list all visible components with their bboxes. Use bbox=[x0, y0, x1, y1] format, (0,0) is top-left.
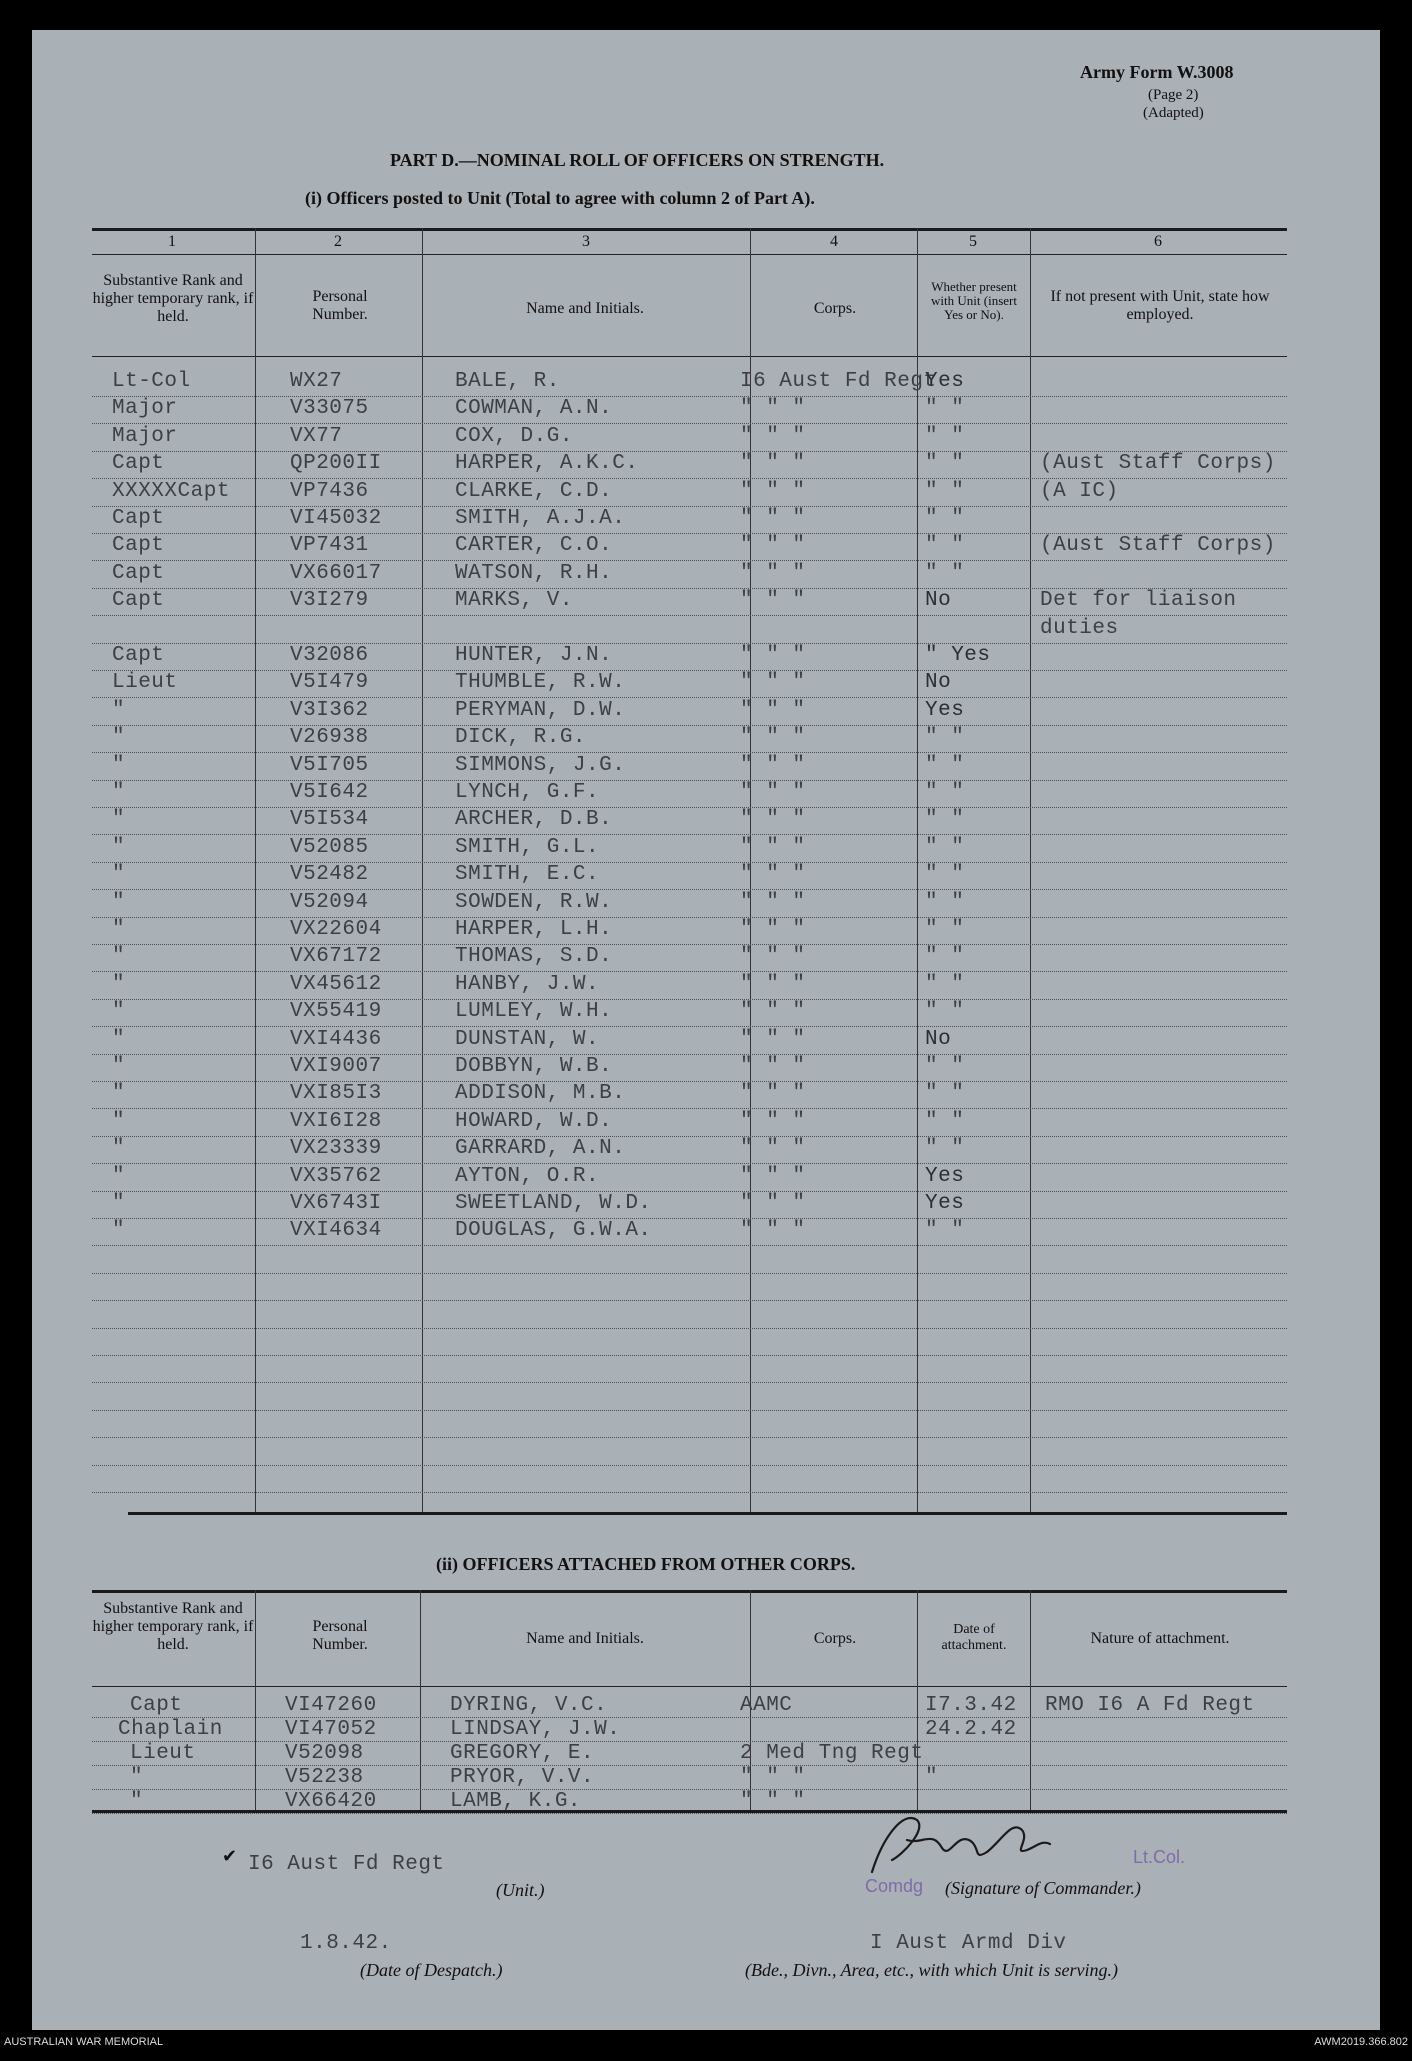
cell-corps: " " " bbox=[740, 1164, 806, 1188]
cell-rank: " bbox=[112, 781, 126, 804]
dotted-rule bbox=[92, 807, 1287, 808]
cell-rank: " bbox=[130, 1790, 144, 1813]
form-page-number: (Page 2) bbox=[1148, 87, 1199, 103]
dotted-rule bbox=[92, 1108, 1287, 1109]
commander-signature bbox=[862, 1800, 1122, 1880]
dotted-rule bbox=[92, 1136, 1287, 1137]
cell-rank: Major bbox=[112, 424, 178, 448]
cell-employed: Det for liaison bbox=[1040, 589, 1237, 613]
cell-corps: " " " bbox=[740, 1766, 806, 1789]
col-divider bbox=[422, 228, 423, 1512]
cell-employed: (A IC) bbox=[1040, 479, 1119, 503]
cell-nature: RMO I6 A Fd Regt bbox=[1045, 1694, 1255, 1717]
cell-corps: " " " bbox=[740, 835, 806, 859]
dotted-rule bbox=[92, 1081, 1287, 1082]
cell-rank: Capt bbox=[112, 589, 165, 613]
col-divider bbox=[420, 1590, 421, 1810]
cell-corps: " " " bbox=[740, 863, 806, 887]
cell-name: GARRARD, A.N. bbox=[455, 1137, 626, 1161]
dotted-rule bbox=[92, 423, 1287, 424]
cell-number: QP200II bbox=[290, 452, 382, 476]
cell-number: V33075 bbox=[290, 397, 369, 421]
cell-name: PERYMAN, D.W. bbox=[455, 698, 626, 722]
cell-present: " " bbox=[925, 561, 965, 585]
cell-rank: Capt bbox=[112, 644, 165, 667]
cell-number: V3I279 bbox=[290, 589, 369, 613]
cell-name: SOWDEN, R.W. bbox=[455, 890, 613, 914]
cell-corps: " " " bbox=[740, 397, 806, 421]
dotted-rule bbox=[92, 1218, 1287, 1219]
archive-left: AUSTRALIAN WAR MEMORIAL bbox=[4, 2036, 164, 2048]
dotted-rule bbox=[92, 1717, 1287, 1718]
cell-corps: 2 Med Tng Regt bbox=[740, 1742, 924, 1765]
col-divider bbox=[1030, 1590, 1031, 1810]
cell-corps: " " " bbox=[740, 808, 806, 832]
cell-number: V52085 bbox=[290, 835, 369, 859]
dotted-rule bbox=[92, 560, 1287, 561]
cell-name: LINDSAY, J.W. bbox=[450, 1718, 621, 1741]
cell-rank: Chaplain bbox=[118, 1718, 223, 1741]
dotted-rule bbox=[92, 1054, 1287, 1055]
col-header-corps: Corps. bbox=[813, 1630, 857, 1647]
col-header-name: Name and Initials. bbox=[526, 1630, 644, 1647]
col-header-number: Personal Number. bbox=[312, 1618, 368, 1653]
header-bottom-rule bbox=[92, 356, 1287, 357]
cell-rank: Capt bbox=[112, 507, 165, 530]
cell-number: VX6743I bbox=[290, 1192, 382, 1215]
cell-number: V5I642 bbox=[290, 781, 369, 804]
dotted-rule bbox=[92, 506, 1287, 507]
cell-employed: (Aust Staff Corps) bbox=[1040, 452, 1276, 476]
cell-employed: (Aust Staff Corps) bbox=[1040, 534, 1276, 558]
cell-name: GREGORY, E. bbox=[450, 1742, 595, 1765]
cell-rank: " bbox=[112, 863, 126, 887]
cell-corps: " " " bbox=[740, 1219, 806, 1243]
col-header-present: Whether present with Unit (insert Yes or No). bbox=[931, 279, 1017, 322]
cell-present: No bbox=[925, 589, 952, 613]
cell-present: Yes bbox=[925, 698, 965, 722]
cell-present: " " bbox=[925, 534, 965, 558]
cell-number: VI47052 bbox=[285, 1718, 377, 1741]
cell-corps: " " " bbox=[740, 726, 806, 750]
dotted-rule bbox=[92, 1355, 1287, 1356]
cell-corps: " " " bbox=[740, 561, 806, 585]
tick-mark: ✔ bbox=[222, 1846, 238, 1866]
cell-present: Yes bbox=[925, 1192, 965, 1215]
unit-value: I6 Aust Fd Regt bbox=[248, 1853, 445, 1876]
cell-corps: I6 Aust Fd Regt bbox=[740, 370, 937, 393]
dotted-rule bbox=[92, 780, 1287, 781]
dotted-rule bbox=[92, 1026, 1287, 1027]
dotted-rule bbox=[92, 1191, 1287, 1192]
cell-name: THOMAS, S.D. bbox=[455, 945, 613, 969]
cell-rank: " bbox=[112, 1027, 126, 1051]
dotted-rule bbox=[92, 1382, 1287, 1383]
dotted-rule bbox=[92, 1300, 1287, 1301]
cell-number: VP7436 bbox=[290, 479, 369, 503]
cell-number: VX77 bbox=[290, 424, 343, 448]
col-number: 6 bbox=[1154, 233, 1162, 250]
cell-corps: " " " bbox=[740, 452, 806, 476]
cell-number: VX66017 bbox=[290, 561, 382, 585]
dotted-rule bbox=[92, 1328, 1287, 1329]
cell-date: 24.2.42 bbox=[925, 1718, 1017, 1741]
cell-corps: " " " bbox=[740, 671, 806, 695]
cell-name: THUMBLE, R.W. bbox=[455, 671, 626, 695]
cell-present: Yes bbox=[925, 370, 965, 393]
dotted-rule bbox=[92, 752, 1287, 753]
cell-present: " " bbox=[925, 945, 965, 969]
dotted-rule bbox=[92, 670, 1287, 671]
cell-number: V52238 bbox=[285, 1766, 364, 1789]
cell-rank: " bbox=[112, 1055, 126, 1078]
cell-present: " " bbox=[925, 1055, 965, 1078]
cell-name: DYRING, V.C. bbox=[450, 1694, 608, 1717]
dotted-rule bbox=[92, 834, 1287, 835]
cell-number: V3I362 bbox=[290, 698, 369, 722]
cell-present: No bbox=[925, 671, 952, 695]
cell-name: HARPER, A.K.C. bbox=[455, 452, 639, 476]
cell-number: V52482 bbox=[290, 863, 369, 887]
cell-present: " " bbox=[925, 1082, 965, 1106]
dotted-rule bbox=[92, 1437, 1287, 1438]
cell-corps: " " " bbox=[740, 890, 806, 914]
cell-name: CARTER, C.O. bbox=[455, 534, 613, 558]
cell-rank: " bbox=[112, 918, 126, 941]
cell-name: SWEETLAND, W.D. bbox=[455, 1192, 652, 1215]
dotted-rule bbox=[92, 1741, 1287, 1742]
cell-present: " Yes bbox=[925, 644, 991, 667]
cell-corps: " " " bbox=[740, 1055, 806, 1078]
cell-number: VXI4634 bbox=[290, 1219, 382, 1243]
cell-present: " " bbox=[925, 726, 965, 750]
cell-name: ADDISON, M.B. bbox=[455, 1082, 626, 1106]
cell-present: " " bbox=[925, 835, 965, 859]
cell-rank: " bbox=[112, 1164, 126, 1188]
cell-name: SMITH, E.C. bbox=[455, 863, 600, 887]
cell-number: VXI6I28 bbox=[290, 1109, 382, 1133]
cell-present: Yes bbox=[925, 1164, 965, 1188]
col-divider bbox=[1030, 228, 1031, 1512]
cell-name: MARKS, V. bbox=[455, 589, 573, 613]
cell-rank: " bbox=[112, 1192, 126, 1215]
cell-present: " " bbox=[925, 1109, 965, 1133]
bde-caption: (Bde., Divn., Area, etc., with which Unit is serving.) bbox=[745, 1960, 1118, 1980]
dotted-rule bbox=[92, 697, 1287, 698]
cell-name: COWMAN, A.N. bbox=[455, 397, 613, 421]
bde-value: I Aust Armd Div bbox=[870, 1932, 1067, 1955]
cell-corps: " " " bbox=[740, 781, 806, 804]
cell-rank: " bbox=[130, 1766, 144, 1789]
cell-corps: " " " bbox=[740, 1109, 806, 1133]
cell-corps: " " " bbox=[740, 507, 806, 530]
dotted-rule bbox=[92, 396, 1287, 397]
cell-corps: " " " bbox=[740, 1137, 806, 1161]
cell-rank: " bbox=[112, 1000, 126, 1024]
cell-present: " " bbox=[925, 1137, 965, 1161]
form-page bbox=[32, 30, 1380, 2030]
archive-strip bbox=[0, 2030, 1412, 2061]
cell-present: " " bbox=[925, 397, 965, 421]
col-header-employed: If not present with Unit, state how employed. bbox=[1050, 288, 1270, 323]
table-bottom-rule bbox=[128, 1512, 1287, 1515]
dotted-rule bbox=[92, 725, 1287, 726]
dotted-rule bbox=[92, 917, 1287, 918]
cell-name: HANBY, J.W. bbox=[455, 972, 600, 996]
cell-present: " " bbox=[925, 890, 965, 914]
dotted-rule bbox=[92, 1789, 1287, 1790]
cell-name: DOBBYN, W.B. bbox=[455, 1055, 613, 1078]
cell-number: VX35762 bbox=[290, 1164, 382, 1188]
table-ii-top-rule bbox=[92, 1590, 1287, 1593]
dotted-rule bbox=[92, 944, 1287, 945]
archive-right: AWM2019.366.802 bbox=[1314, 2036, 1408, 2048]
cell-present: " " bbox=[925, 918, 965, 941]
cell-corps: " " " bbox=[740, 1082, 806, 1106]
dotted-rule bbox=[92, 1245, 1287, 1246]
cell-rank: " bbox=[112, 972, 126, 996]
cell-corps: " " " bbox=[740, 479, 806, 503]
cell-name: LYNCH, G.F. bbox=[455, 781, 600, 804]
cell-name: COX, D.G. bbox=[455, 424, 573, 448]
cell-name: BALE, R. bbox=[455, 370, 560, 393]
cell-rank: " bbox=[112, 753, 126, 777]
cell-number: V32086 bbox=[290, 644, 369, 667]
col-number: 2 bbox=[334, 233, 342, 250]
cell-rank: " bbox=[112, 726, 126, 750]
cell-number: V26938 bbox=[290, 726, 369, 750]
cell-name: AYTON, O.R. bbox=[455, 1164, 600, 1188]
cell-number: VI45032 bbox=[290, 507, 382, 530]
cell-rank: Lieut bbox=[130, 1742, 196, 1765]
cell-name: SMITH, A.J.A. bbox=[455, 507, 626, 530]
cell-rank: " bbox=[112, 945, 126, 969]
cell-number: V52098 bbox=[285, 1742, 364, 1765]
cell-number: VX66420 bbox=[285, 1790, 377, 1813]
dotted-rule bbox=[92, 889, 1287, 890]
cell-corps: " " " bbox=[740, 972, 806, 996]
cell-corps: " " " bbox=[740, 534, 806, 558]
cell-rank: " bbox=[112, 808, 126, 832]
col-header-number: Personal Number. bbox=[312, 288, 368, 323]
dotted-rule bbox=[92, 862, 1287, 863]
col-divider bbox=[917, 1590, 918, 1810]
dotted-rule bbox=[92, 971, 1287, 972]
signature-caption: (Signature of Commander.) bbox=[945, 1878, 1141, 1898]
cell-number: VXI85I3 bbox=[290, 1082, 382, 1106]
cell-number: VX45612 bbox=[290, 972, 382, 996]
col-header-date: Date of attachment. bbox=[941, 1622, 1007, 1653]
cell-corps: " " " bbox=[740, 1027, 806, 1051]
cell-corps: " " " bbox=[740, 644, 806, 667]
col-header-corps: Corps. bbox=[813, 300, 857, 317]
cell-corps: " " " bbox=[740, 424, 806, 448]
cell-name: LUMLEY, W.H. bbox=[455, 1000, 613, 1024]
col-header-nature: Nature of attachment. bbox=[1090, 1630, 1230, 1647]
part-d-subheading: (i) Officers posted to Unit (Total to agree with column 2 of Part A). bbox=[305, 188, 815, 208]
cell-present: " " bbox=[925, 1219, 965, 1243]
cell-number: V5I479 bbox=[290, 671, 369, 695]
form-adapted: (Adapted) bbox=[1143, 105, 1204, 121]
part-ii-heading: (ii) OFFICERS ATTACHED FROM OTHER CORPS. bbox=[436, 1554, 856, 1574]
cell-number: VP7431 bbox=[290, 534, 369, 558]
cell-number: VX22604 bbox=[290, 918, 382, 941]
cell-present: " " bbox=[925, 1000, 965, 1024]
cell-present: " " bbox=[925, 753, 965, 777]
cell-rank: " bbox=[112, 835, 126, 859]
cell-corps: " " " bbox=[740, 1790, 806, 1813]
cell-name: PRYOR, V.V. bbox=[450, 1766, 595, 1789]
col-number: 4 bbox=[830, 233, 838, 250]
cell-rank: " bbox=[112, 1219, 126, 1243]
cell-date: " bbox=[925, 1766, 939, 1789]
cell-rank: " bbox=[112, 698, 126, 722]
cell-number: VX55419 bbox=[290, 1000, 382, 1024]
cell-rank: Lieut bbox=[112, 671, 178, 695]
despatch-date-value: 1.8.42. bbox=[300, 1932, 392, 1955]
col-number: 5 bbox=[969, 233, 977, 250]
cell-rank: Capt bbox=[112, 561, 165, 585]
cell-rank: Lt-Col bbox=[112, 370, 191, 393]
unit-caption: (Unit.) bbox=[496, 1880, 545, 1900]
dotted-rule bbox=[92, 1273, 1287, 1274]
cell-present: " " bbox=[925, 479, 965, 503]
cell-name: SMITH, G.L. bbox=[455, 835, 600, 859]
col-header-name: Name and Initials. bbox=[526, 300, 644, 317]
cell-rank: " bbox=[112, 1137, 126, 1161]
cell-name: SIMMONS, J.G. bbox=[455, 753, 626, 777]
dotted-rule bbox=[92, 999, 1287, 1000]
cell-number: VX67172 bbox=[290, 945, 382, 969]
cell-corps: " " " bbox=[740, 698, 806, 722]
cell-number: VX23339 bbox=[290, 1137, 382, 1161]
col-divider bbox=[917, 228, 918, 1512]
cell-name: DICK, R.G. bbox=[455, 726, 587, 750]
cell-corps: " " " bbox=[740, 1192, 806, 1215]
dotted-rule bbox=[92, 1492, 1287, 1493]
cell-number: VXI9007 bbox=[290, 1055, 382, 1078]
cell-corps: " " " bbox=[740, 589, 806, 613]
cell-corps: " " " bbox=[740, 753, 806, 777]
cell-rank: Major bbox=[112, 397, 178, 421]
cell-rank: " bbox=[112, 1109, 126, 1133]
cell-number: V5I534 bbox=[290, 808, 369, 832]
dotted-rule bbox=[92, 1410, 1287, 1411]
cell-corps: " " " bbox=[740, 1000, 806, 1024]
cell-present: " " bbox=[925, 452, 965, 476]
dotted-rule bbox=[92, 643, 1287, 644]
cell-present: " " bbox=[925, 972, 965, 996]
col-number-rule bbox=[92, 254, 1287, 255]
cell-name: LAMB, K.G. bbox=[450, 1790, 582, 1813]
cell-rank: Capt bbox=[112, 534, 165, 558]
dotted-rule bbox=[92, 1163, 1287, 1164]
cell-name: WATSON, R.H. bbox=[455, 561, 613, 585]
cell-name: ARCHER, D.B. bbox=[455, 808, 613, 832]
cell-present: " " bbox=[925, 507, 965, 530]
stamp-comdg: Comdg bbox=[865, 1876, 924, 1896]
table-top-rule bbox=[92, 228, 1287, 231]
despatch-date-caption: (Date of Despatch.) bbox=[360, 1960, 503, 1980]
col-number: 3 bbox=[582, 233, 590, 250]
dotted-rule bbox=[92, 1465, 1287, 1466]
cell-number: V5I705 bbox=[290, 753, 369, 777]
cell-corps: " " " bbox=[740, 945, 806, 969]
cell-name: HARPER, L.H. bbox=[455, 918, 613, 941]
cell-number: VI47260 bbox=[285, 1694, 377, 1717]
cell-rank: XXXXXCapt bbox=[112, 479, 230, 503]
cell-rank: Capt bbox=[130, 1694, 183, 1717]
cell-name: CLARKE, C.D. bbox=[455, 479, 613, 503]
col-number: 1 bbox=[168, 233, 176, 250]
stamp-rank: Lt.Col. bbox=[1133, 1847, 1186, 1867]
form-title: Army Form W.3008 bbox=[1080, 62, 1234, 82]
cell-number: WX27 bbox=[290, 370, 343, 393]
cell-name: DUNSTAN, W. bbox=[455, 1027, 600, 1051]
dotted-rule bbox=[92, 1765, 1287, 1766]
cell-name: HOWARD, W.D. bbox=[455, 1109, 613, 1133]
cell-number: V52094 bbox=[290, 890, 369, 914]
cell-present: " " bbox=[925, 808, 965, 832]
cell-present: No bbox=[925, 1027, 952, 1051]
cell-present: " " bbox=[925, 863, 965, 887]
cell-rank: " bbox=[112, 890, 126, 914]
part-d-heading: PART D.—NOMINAL ROLL OF OFFICERS ON STRENGTH. bbox=[390, 150, 885, 170]
cell-name: HUNTER, J.N. bbox=[455, 644, 613, 667]
cell-rank: " bbox=[112, 1082, 126, 1106]
cell-date: I7.3.42 bbox=[925, 1694, 1017, 1717]
cell-rank: Capt bbox=[112, 452, 165, 476]
cell-corps: " " " bbox=[740, 918, 806, 941]
cell-number: VXI4436 bbox=[290, 1027, 382, 1051]
table-ii-header-rule bbox=[92, 1686, 1287, 1687]
cell-corps: AAMC bbox=[740, 1694, 793, 1717]
col-divider bbox=[255, 228, 256, 1512]
cell-present: " " bbox=[925, 781, 965, 804]
cell-employed: duties bbox=[1040, 616, 1119, 640]
col-header-rank: Substantive Rank and higher temporary rank, if held. bbox=[92, 1600, 254, 1653]
cell-present: " " bbox=[925, 424, 965, 448]
col-header-rank: Substantive Rank and higher temporary rank, if held. bbox=[92, 272, 254, 325]
cell-name: DOUGLAS, G.W.A. bbox=[455, 1219, 652, 1243]
